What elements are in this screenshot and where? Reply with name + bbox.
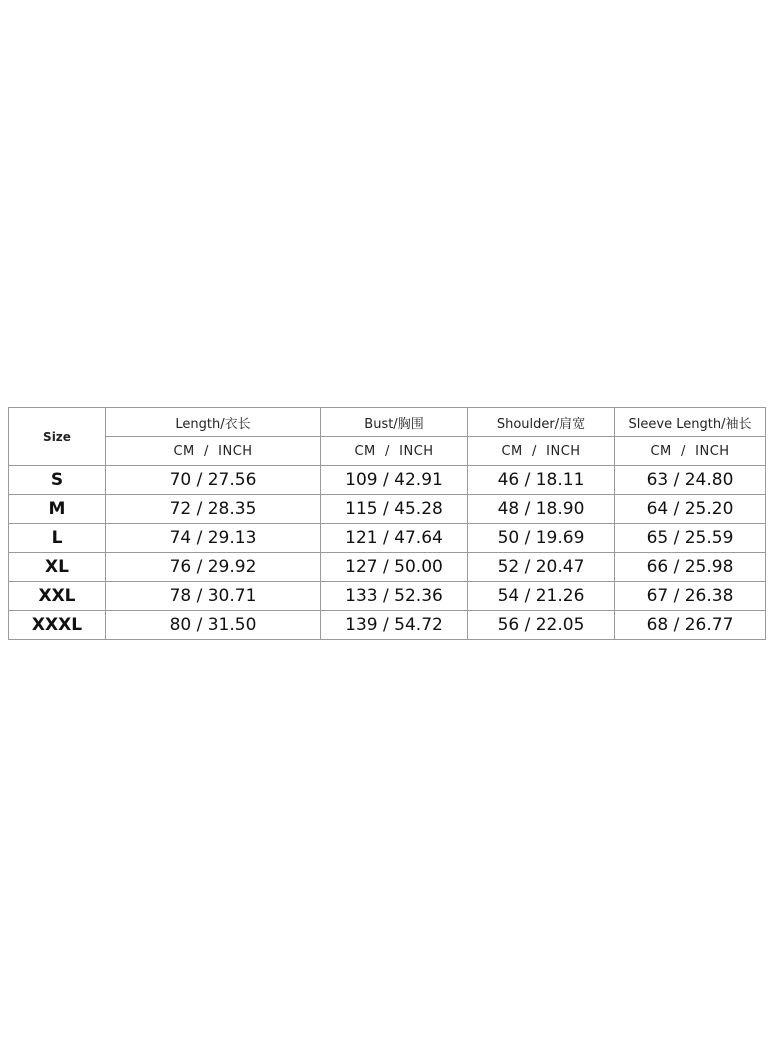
shoulder-cell: 46 / 18.11	[468, 466, 615, 495]
unit-shoulder: CM / INCH	[468, 437, 615, 466]
size-cell: L	[9, 524, 106, 553]
bust-cell: 133 / 52.36	[321, 582, 468, 611]
column-header-shoulder: Shoulder/肩宽	[468, 408, 615, 437]
bust-cell: 127 / 50.00	[321, 553, 468, 582]
length-cell: 76 / 29.92	[106, 553, 321, 582]
unit-bust: CM / INCH	[321, 437, 468, 466]
bust-cell: 109 / 42.91	[321, 466, 468, 495]
length-cell: 72 / 28.35	[106, 495, 321, 524]
column-header-sleeve-length: Sleeve Length/袖长	[615, 408, 766, 437]
unit-sleeve-length: CM / INCH	[615, 437, 766, 466]
sleeve-length-cell: 67 / 26.38	[615, 582, 766, 611]
size-cell: XXL	[9, 582, 106, 611]
length-cell: 78 / 30.71	[106, 582, 321, 611]
shoulder-cell: 50 / 19.69	[468, 524, 615, 553]
table-row	[9, 553, 766, 582]
column-header-length: Length/衣长	[106, 408, 321, 437]
sleeve-length-cell: 68 / 26.77	[615, 611, 766, 640]
size-cell: XXXL	[9, 611, 106, 640]
table-row	[9, 611, 766, 640]
table-row	[9, 495, 766, 524]
header-row	[9, 408, 766, 437]
table-row	[9, 524, 766, 553]
bust-cell: 121 / 47.64	[321, 524, 468, 553]
length-cell: 74 / 29.13	[106, 524, 321, 553]
length-cell: 70 / 27.56	[106, 466, 321, 495]
bust-cell: 115 / 45.28	[321, 495, 468, 524]
shoulder-cell: 52 / 20.47	[468, 553, 615, 582]
bust-cell: 139 / 54.72	[321, 611, 468, 640]
length-cell: 80 / 31.50	[106, 611, 321, 640]
size-cell: S	[9, 466, 106, 495]
shoulder-cell: 48 / 18.90	[468, 495, 615, 524]
size-cell: XL	[9, 553, 106, 582]
table-row	[9, 582, 766, 611]
unit-row	[9, 437, 766, 466]
size-header: Size	[9, 408, 106, 466]
sleeve-length-cell: 63 / 24.80	[615, 466, 766, 495]
column-header-bust: Bust/胸围	[321, 408, 468, 437]
sleeve-length-cell: 65 / 25.59	[615, 524, 766, 553]
table-row	[9, 466, 766, 495]
size-chart-table	[8, 407, 766, 640]
unit-length: CM / INCH	[106, 437, 321, 466]
shoulder-cell: 54 / 21.26	[468, 582, 615, 611]
sleeve-length-cell: 64 / 25.20	[615, 495, 766, 524]
sleeve-length-cell: 66 / 25.98	[615, 553, 766, 582]
size-cell: M	[9, 495, 106, 524]
shoulder-cell: 56 / 22.05	[468, 611, 615, 640]
